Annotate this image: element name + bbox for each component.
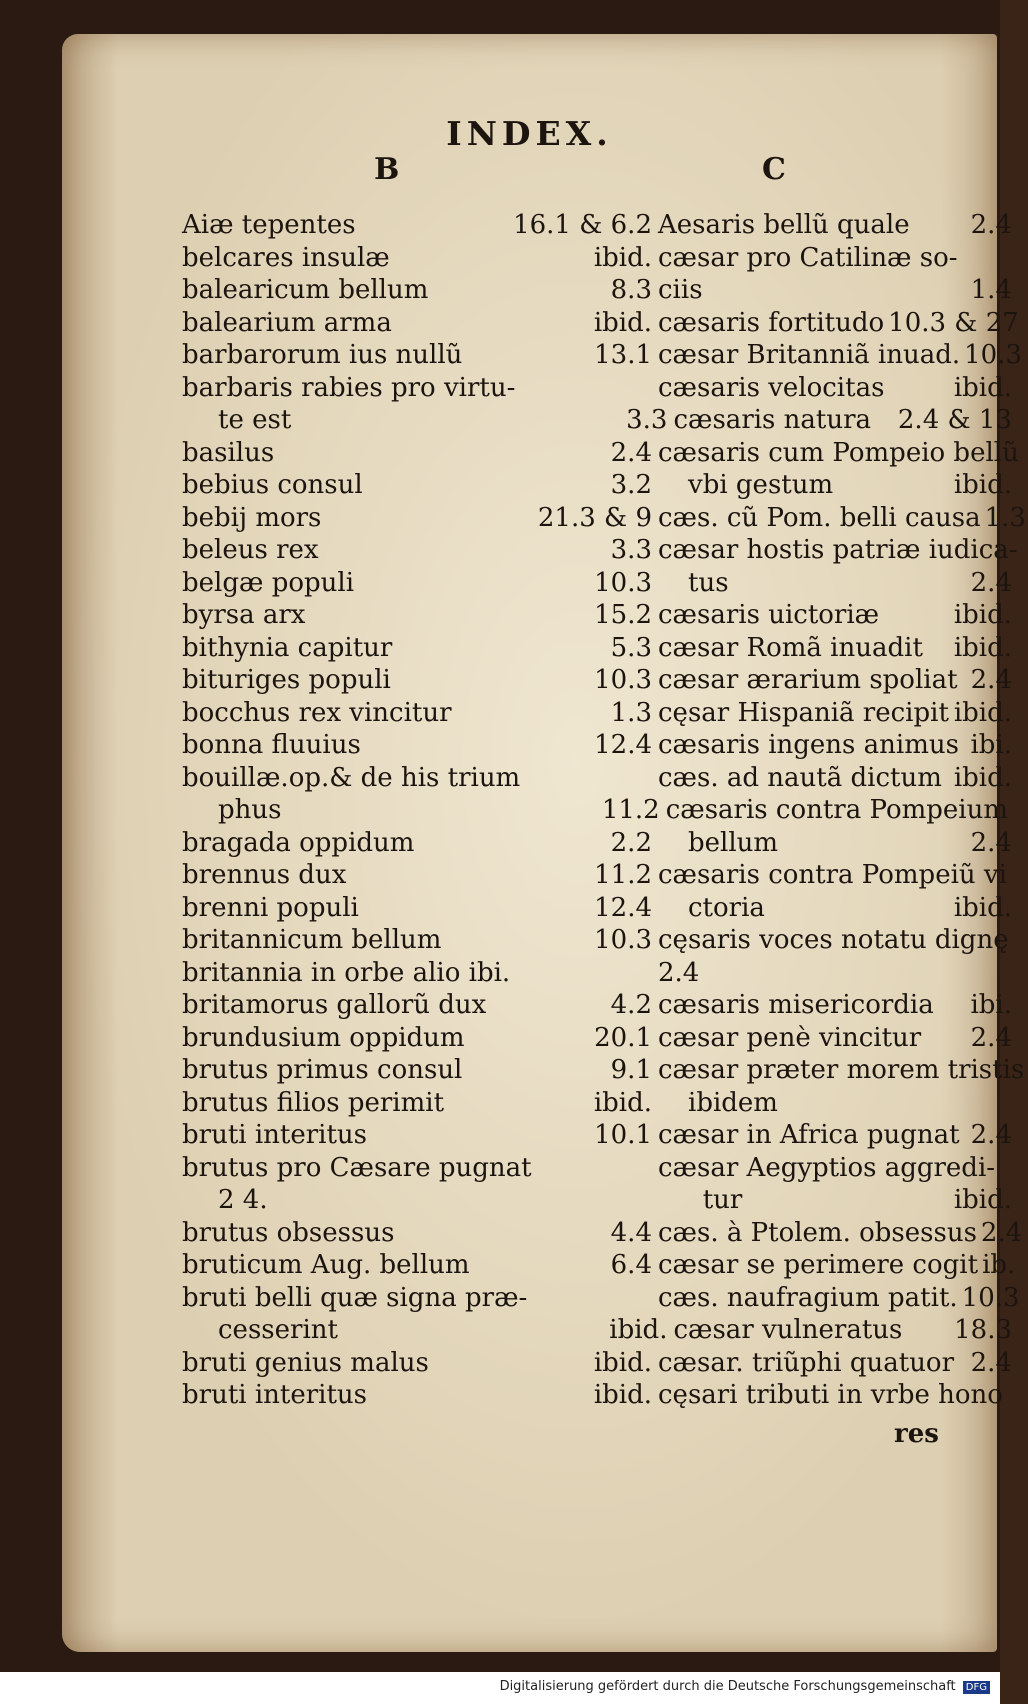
entry-text: tus — [688, 567, 729, 598]
right-entry — [667, 404, 1012, 437]
entry-text: britamorus gallorũ dux — [182, 990, 487, 1020]
left-entry — [182, 1119, 652, 1152]
index-row — [182, 1217, 1023, 1250]
index-row — [182, 1022, 1012, 1055]
entry-text: ibidem — [688, 1087, 778, 1118]
index-row — [182, 599, 1012, 632]
index-row — [182, 567, 1012, 600]
entry-text: beleus rex — [182, 535, 319, 565]
entry-reference: ibid. — [953, 1185, 1012, 1215]
entry-reference: 6.4 — [610, 1250, 652, 1280]
entry-reference: 21.3 & 9 — [537, 502, 652, 533]
entry-text: cæsaris contra Pompeiũ vi — [658, 860, 1007, 890]
entry-text: cæs. ad nautã dictum — [658, 762, 942, 793]
entry-reference: 11.2 — [594, 860, 652, 890]
entry-reference: 3.3 — [610, 535, 652, 565]
entry-text: bruti interitus — [182, 1380, 368, 1410]
entry-text: cæsaris contra Pompeium — [665, 795, 1008, 825]
entry-text: Aesaris bellũ quale — [658, 210, 910, 240]
entry-reference: ibid. — [593, 1380, 652, 1410]
entry-reference: 8.3 — [610, 275, 652, 305]
right-entry — [652, 599, 1012, 632]
entry-text: balearicum bellum — [182, 275, 429, 305]
entry-reference: 2.4 — [970, 827, 1012, 858]
left-entry — [182, 469, 652, 502]
entry-text: cæs. cũ Pom. belli causa — [658, 502, 981, 533]
right-entry — [652, 1022, 1012, 1055]
entry-reference: ibid. — [593, 1087, 652, 1118]
right-entry — [652, 307, 1019, 340]
entry-reference: 3.3 — [626, 405, 668, 435]
right-entry — [667, 1184, 1012, 1217]
index-row — [182, 1087, 1012, 1120]
left-entry — [182, 859, 652, 892]
entry-reference: 5.3 — [610, 632, 652, 663]
index-row — [182, 762, 1012, 795]
left-entry — [182, 274, 652, 307]
index-entries — [182, 209, 1026, 1412]
entry-reference — [1009, 924, 1013, 957]
entry-reference — [1024, 1054, 1028, 1087]
entry-reference — [1008, 1087, 1012, 1120]
index-row — [182, 827, 1012, 860]
entry-text: bruticum Aug. bellum — [182, 1250, 470, 1280]
index-row — [182, 1282, 1020, 1315]
right-entry — [652, 567, 1012, 600]
entry-text: cæsaris velocitas — [658, 372, 885, 403]
entry-text: britannicum bellum — [182, 925, 442, 955]
entry-reference: 18.3 — [954, 1315, 1012, 1345]
index-row — [182, 1184, 1012, 1217]
entry-reference: 10.3 — [961, 1282, 1020, 1313]
entry-text: britannia in orbe alio ibi. — [182, 957, 511, 988]
entry-text: bragada oppidum — [182, 827, 415, 858]
entry-text: brutus filios perimit — [182, 1087, 445, 1118]
right-entry — [652, 1347, 1012, 1380]
left-entry — [182, 1152, 652, 1185]
right-entry — [660, 794, 1012, 827]
left-entry — [182, 1022, 652, 1055]
entry-text: bebius consul — [182, 470, 363, 500]
left-entry — [182, 567, 652, 600]
index-row — [182, 1152, 1012, 1185]
entry-text: bouillæ.op.& de his trium — [182, 762, 521, 793]
left-entry — [182, 437, 652, 470]
entry-reference: ibid. — [953, 632, 1012, 663]
index-row — [182, 1249, 1016, 1282]
entry-reference: 2.2 — [610, 827, 652, 858]
entry-reference: 2.4 — [970, 1022, 1012, 1053]
entry-reference — [1008, 794, 1012, 827]
entry-reference: 11.2 — [601, 795, 660, 825]
right-entry — [652, 437, 1019, 470]
left-entry — [182, 209, 652, 242]
left-entry — [182, 339, 652, 372]
left-entry — [182, 664, 652, 697]
entry-reference: 2.4 — [970, 1120, 1012, 1150]
page-header: INDEX. — [446, 114, 613, 153]
dfg-logo: DFG — [963, 1681, 990, 1694]
entry-reference — [1008, 859, 1012, 892]
right-entry — [652, 729, 1012, 762]
entry-text: brutus obsessus — [182, 1217, 395, 1248]
column-letter-b: B — [374, 152, 400, 187]
entry-reference: ibid. — [953, 600, 1012, 630]
index-row — [182, 664, 1012, 697]
entry-text: cæsaris misericordia — [658, 990, 934, 1020]
right-entry — [652, 1379, 1012, 1412]
entry-reference: ibid. — [953, 372, 1012, 403]
entry-text: bithynia capitur — [182, 632, 393, 663]
entry-text: cæsar pro Catilinæ so- — [658, 242, 958, 273]
entry-reference: ibid. — [593, 242, 652, 273]
entry-reference: ibid. — [609, 1315, 668, 1345]
entry-text: cæsaris cum Pompeio bellũ — [658, 437, 1019, 468]
entry-text: basilus — [182, 437, 275, 468]
entry-text: cæsar ærarium spoliat — [658, 665, 958, 695]
index-row — [182, 729, 1012, 762]
entry-reference — [1008, 1379, 1012, 1412]
left-entry — [182, 697, 652, 730]
right-entry — [652, 534, 1018, 567]
entry-reference: ibid. — [953, 697, 1012, 728]
entry-reference: ibid. — [593, 307, 652, 338]
entry-text: cæsar in Africa pugnat — [658, 1120, 960, 1150]
entry-text: bruti belli quæ signa præ- — [182, 1282, 528, 1313]
index-row — [182, 534, 1018, 567]
entry-text: cæsar præter morem tristis — [658, 1055, 1025, 1085]
entry-reference: 3.2 — [610, 470, 652, 500]
left-entry — [182, 502, 652, 535]
right-entry — [652, 892, 1012, 925]
right-entry — [652, 957, 1012, 990]
index-row — [182, 209, 1012, 242]
entry-text: cæsar Romã inuadit — [658, 632, 923, 663]
entry-text: bebij mors — [182, 502, 322, 533]
entry-text: belcares insulæ — [182, 242, 390, 273]
index-row — [182, 1314, 1012, 1347]
left-entry — [182, 599, 652, 632]
left-entry — [182, 1282, 652, 1315]
entry-reference: 4.4 — [610, 1217, 652, 1248]
left-entry — [182, 1347, 652, 1380]
entry-reference: 2.4 — [610, 437, 652, 468]
right-entry — [667, 1314, 1012, 1347]
index-row — [182, 1119, 1012, 1152]
index-row — [182, 1054, 1025, 1087]
entry-reference: 1.4 — [970, 275, 1012, 305]
entry-text: cæsaris fortitudo — [658, 307, 885, 338]
entry-text: cęsari tributi in vrbe hono — [658, 1380, 1003, 1410]
index-row — [182, 924, 1012, 957]
book-page — [62, 34, 1026, 1652]
entry-text: cesserint — [218, 1315, 338, 1345]
digitization-footer — [500, 1679, 990, 1694]
entry-text: brennus dux — [182, 860, 347, 890]
right-entry — [652, 697, 1012, 730]
entry-reference — [1008, 957, 1012, 990]
column-letter-c: C — [762, 152, 786, 187]
left-entry — [182, 794, 660, 827]
index-row — [182, 372, 1012, 405]
entry-text: bonna fluuius — [182, 730, 361, 760]
left-entry — [182, 762, 652, 795]
left-entry — [182, 989, 652, 1022]
right-entry — [652, 632, 1012, 665]
right-entry — [652, 1249, 1016, 1282]
entry-text: cæsar Aegyptios aggredi- — [658, 1152, 996, 1183]
right-entry — [652, 1217, 1023, 1250]
entry-text: cæsar hostis patriæ iudica- — [658, 535, 1018, 565]
left-entry — [182, 924, 652, 957]
entry-reference: 2.4 — [980, 1217, 1023, 1248]
entry-text: cæsar Britanniã inuad. — [658, 340, 961, 370]
right-entry — [652, 924, 1012, 957]
right-entry — [652, 339, 1023, 372]
index-row — [182, 859, 1012, 892]
left-entry — [182, 1249, 652, 1282]
entry-reference: 2.4 & 13 — [897, 405, 1012, 435]
left-entry — [182, 892, 652, 925]
right-entry — [652, 1054, 1025, 1087]
entry-text: cæsar se perimere cogit — [658, 1250, 979, 1280]
entry-text: cæsaris ingens animus — [658, 730, 959, 760]
index-row — [182, 632, 1012, 665]
entry-reference: 13.1 — [594, 340, 652, 370]
index-row — [182, 307, 1019, 340]
right-entry — [652, 502, 1026, 535]
entry-text: cęsaris voces notatu dignę — [658, 925, 1009, 955]
left-entry — [182, 534, 652, 567]
entry-text: balearium arma — [182, 307, 392, 338]
right-entry — [652, 762, 1012, 795]
catchword: res — [894, 1419, 939, 1449]
left-entry — [182, 957, 652, 990]
entry-reference: 2.4 — [970, 567, 1012, 598]
entry-reference: 9.1 — [610, 1055, 652, 1085]
right-entry — [652, 827, 1012, 860]
entry-reference: ib. — [982, 1250, 1016, 1280]
index-row — [182, 274, 1012, 307]
entry-text: brutus primus consul — [182, 1055, 463, 1085]
right-entry — [652, 1119, 1012, 1152]
left-entry — [182, 827, 652, 860]
left-entry — [182, 632, 652, 665]
entry-reference: ibid. — [593, 1347, 652, 1378]
left-entry — [182, 1314, 667, 1347]
entry-text: cæsaris natura — [673, 405, 872, 435]
right-entry — [652, 274, 1012, 307]
right-entry — [652, 469, 1012, 502]
index-row — [182, 957, 1012, 990]
right-entry — [652, 209, 1012, 242]
entry-text: bituriges populi — [182, 665, 391, 695]
right-entry — [652, 1152, 1012, 1185]
entry-text: phus — [218, 795, 282, 825]
entry-reference — [1019, 437, 1023, 470]
entry-text: cæs. naufragium patit. — [658, 1282, 958, 1313]
left-entry — [182, 404, 667, 437]
entry-text: byrsa arx — [182, 600, 306, 630]
entry-text: 2.4 — [658, 957, 700, 988]
footer-text: Digitalisierung gefördert durch die Deutsche Forschungsgemeinschaft — [499, 1679, 956, 1694]
entry-reference: 4.2 — [610, 990, 652, 1020]
entry-reference: 12.4 — [594, 892, 652, 923]
index-row — [182, 1379, 1012, 1412]
entry-reference: 10.3 — [594, 925, 652, 955]
entry-reference: 15.2 — [594, 600, 652, 630]
entry-text: cæs. à Ptolem. obsessus — [658, 1217, 977, 1248]
entry-text: tur — [702, 1185, 743, 1215]
left-entry — [182, 1217, 652, 1250]
entry-reference: 10.3 — [594, 665, 652, 695]
index-row — [182, 469, 1012, 502]
entry-text: te est — [218, 405, 292, 435]
entry-text: ciis — [658, 275, 703, 305]
entry-text: cæsaris uictoriæ — [658, 600, 880, 630]
index-row — [182, 794, 1012, 827]
left-entry — [182, 1054, 652, 1087]
entry-reference: 10.3 — [964, 340, 1023, 370]
right-entry — [652, 242, 1012, 275]
entry-text: bocchus rex vincitur — [182, 697, 452, 728]
left-entry — [182, 729, 652, 762]
entry-text: 2 4. — [218, 1185, 268, 1215]
entry-text: brundusium oppidum — [182, 1022, 465, 1053]
entry-reference: ibid. — [953, 762, 1012, 793]
entry-reference — [1008, 1152, 1012, 1185]
entry-reference — [1008, 242, 1012, 275]
entry-text: bruti interitus — [182, 1120, 368, 1150]
entry-reference: ibi. — [970, 990, 1012, 1020]
entry-text: bellum — [688, 827, 779, 858]
entry-text: cæsar penè vincitur — [658, 1022, 922, 1053]
entry-text: cęsar Hispaniã recipit — [658, 697, 949, 728]
index-row — [182, 437, 1019, 470]
entry-reference: 10.3 — [594, 567, 652, 598]
entry-reference: 10.3 & 27 — [888, 307, 1019, 338]
left-entry — [182, 372, 652, 405]
index-row — [182, 502, 1026, 535]
entry-text: belgæ populi — [182, 567, 355, 598]
entry-reference: 1.3 — [984, 502, 1026, 533]
entry-reference: 20.1 — [594, 1022, 652, 1053]
entry-text: bruti genius malus — [182, 1347, 429, 1378]
entry-reference — [1018, 534, 1022, 567]
left-entry — [182, 1379, 652, 1412]
left-entry — [182, 307, 652, 340]
entry-text: cæsar vulneratus — [673, 1315, 903, 1345]
entry-reference: ibi. — [970, 730, 1012, 760]
left-entry — [182, 1184, 667, 1217]
index-row — [182, 1347, 1012, 1380]
index-row — [182, 242, 1012, 275]
entry-text: brenni populi — [182, 892, 359, 923]
entry-reference: 12.4 — [594, 730, 652, 760]
right-entry — [652, 664, 1012, 697]
entry-reference: 16.1 & 6.2 — [513, 210, 652, 240]
entry-text: Aiæ tepentes — [182, 210, 356, 240]
left-entry — [182, 242, 652, 275]
entry-text: barbaris rabies pro virtu- — [182, 372, 516, 403]
entry-text: barbarorum ius nullũ — [182, 340, 463, 370]
index-row — [182, 339, 1023, 372]
entry-reference: ibid. — [953, 892, 1012, 923]
entry-reference: 10.1 — [594, 1120, 652, 1150]
right-entry — [652, 1087, 1012, 1120]
index-row — [182, 697, 1012, 730]
index-row — [182, 892, 1012, 925]
right-entry — [652, 989, 1012, 1022]
entry-reference: ibid. — [953, 470, 1012, 500]
index-row — [182, 989, 1012, 1022]
right-entry — [652, 372, 1012, 405]
entry-reference: 2.4 — [970, 665, 1012, 695]
entry-reference: 2.4 — [970, 210, 1012, 240]
entry-reference: 1.3 — [610, 697, 652, 728]
entry-text: cæsar. triũphi quatuor — [658, 1347, 955, 1378]
right-entry — [652, 859, 1012, 892]
entry-text: ctoria — [688, 892, 765, 923]
right-entry — [652, 1282, 1020, 1315]
entry-text: vbi gestum — [688, 470, 834, 500]
entry-text: brutus pro Cæsare pugnat — [182, 1152, 532, 1183]
index-row — [182, 404, 1012, 437]
left-entry — [182, 1087, 652, 1120]
entry-reference: 2.4 — [970, 1347, 1012, 1378]
